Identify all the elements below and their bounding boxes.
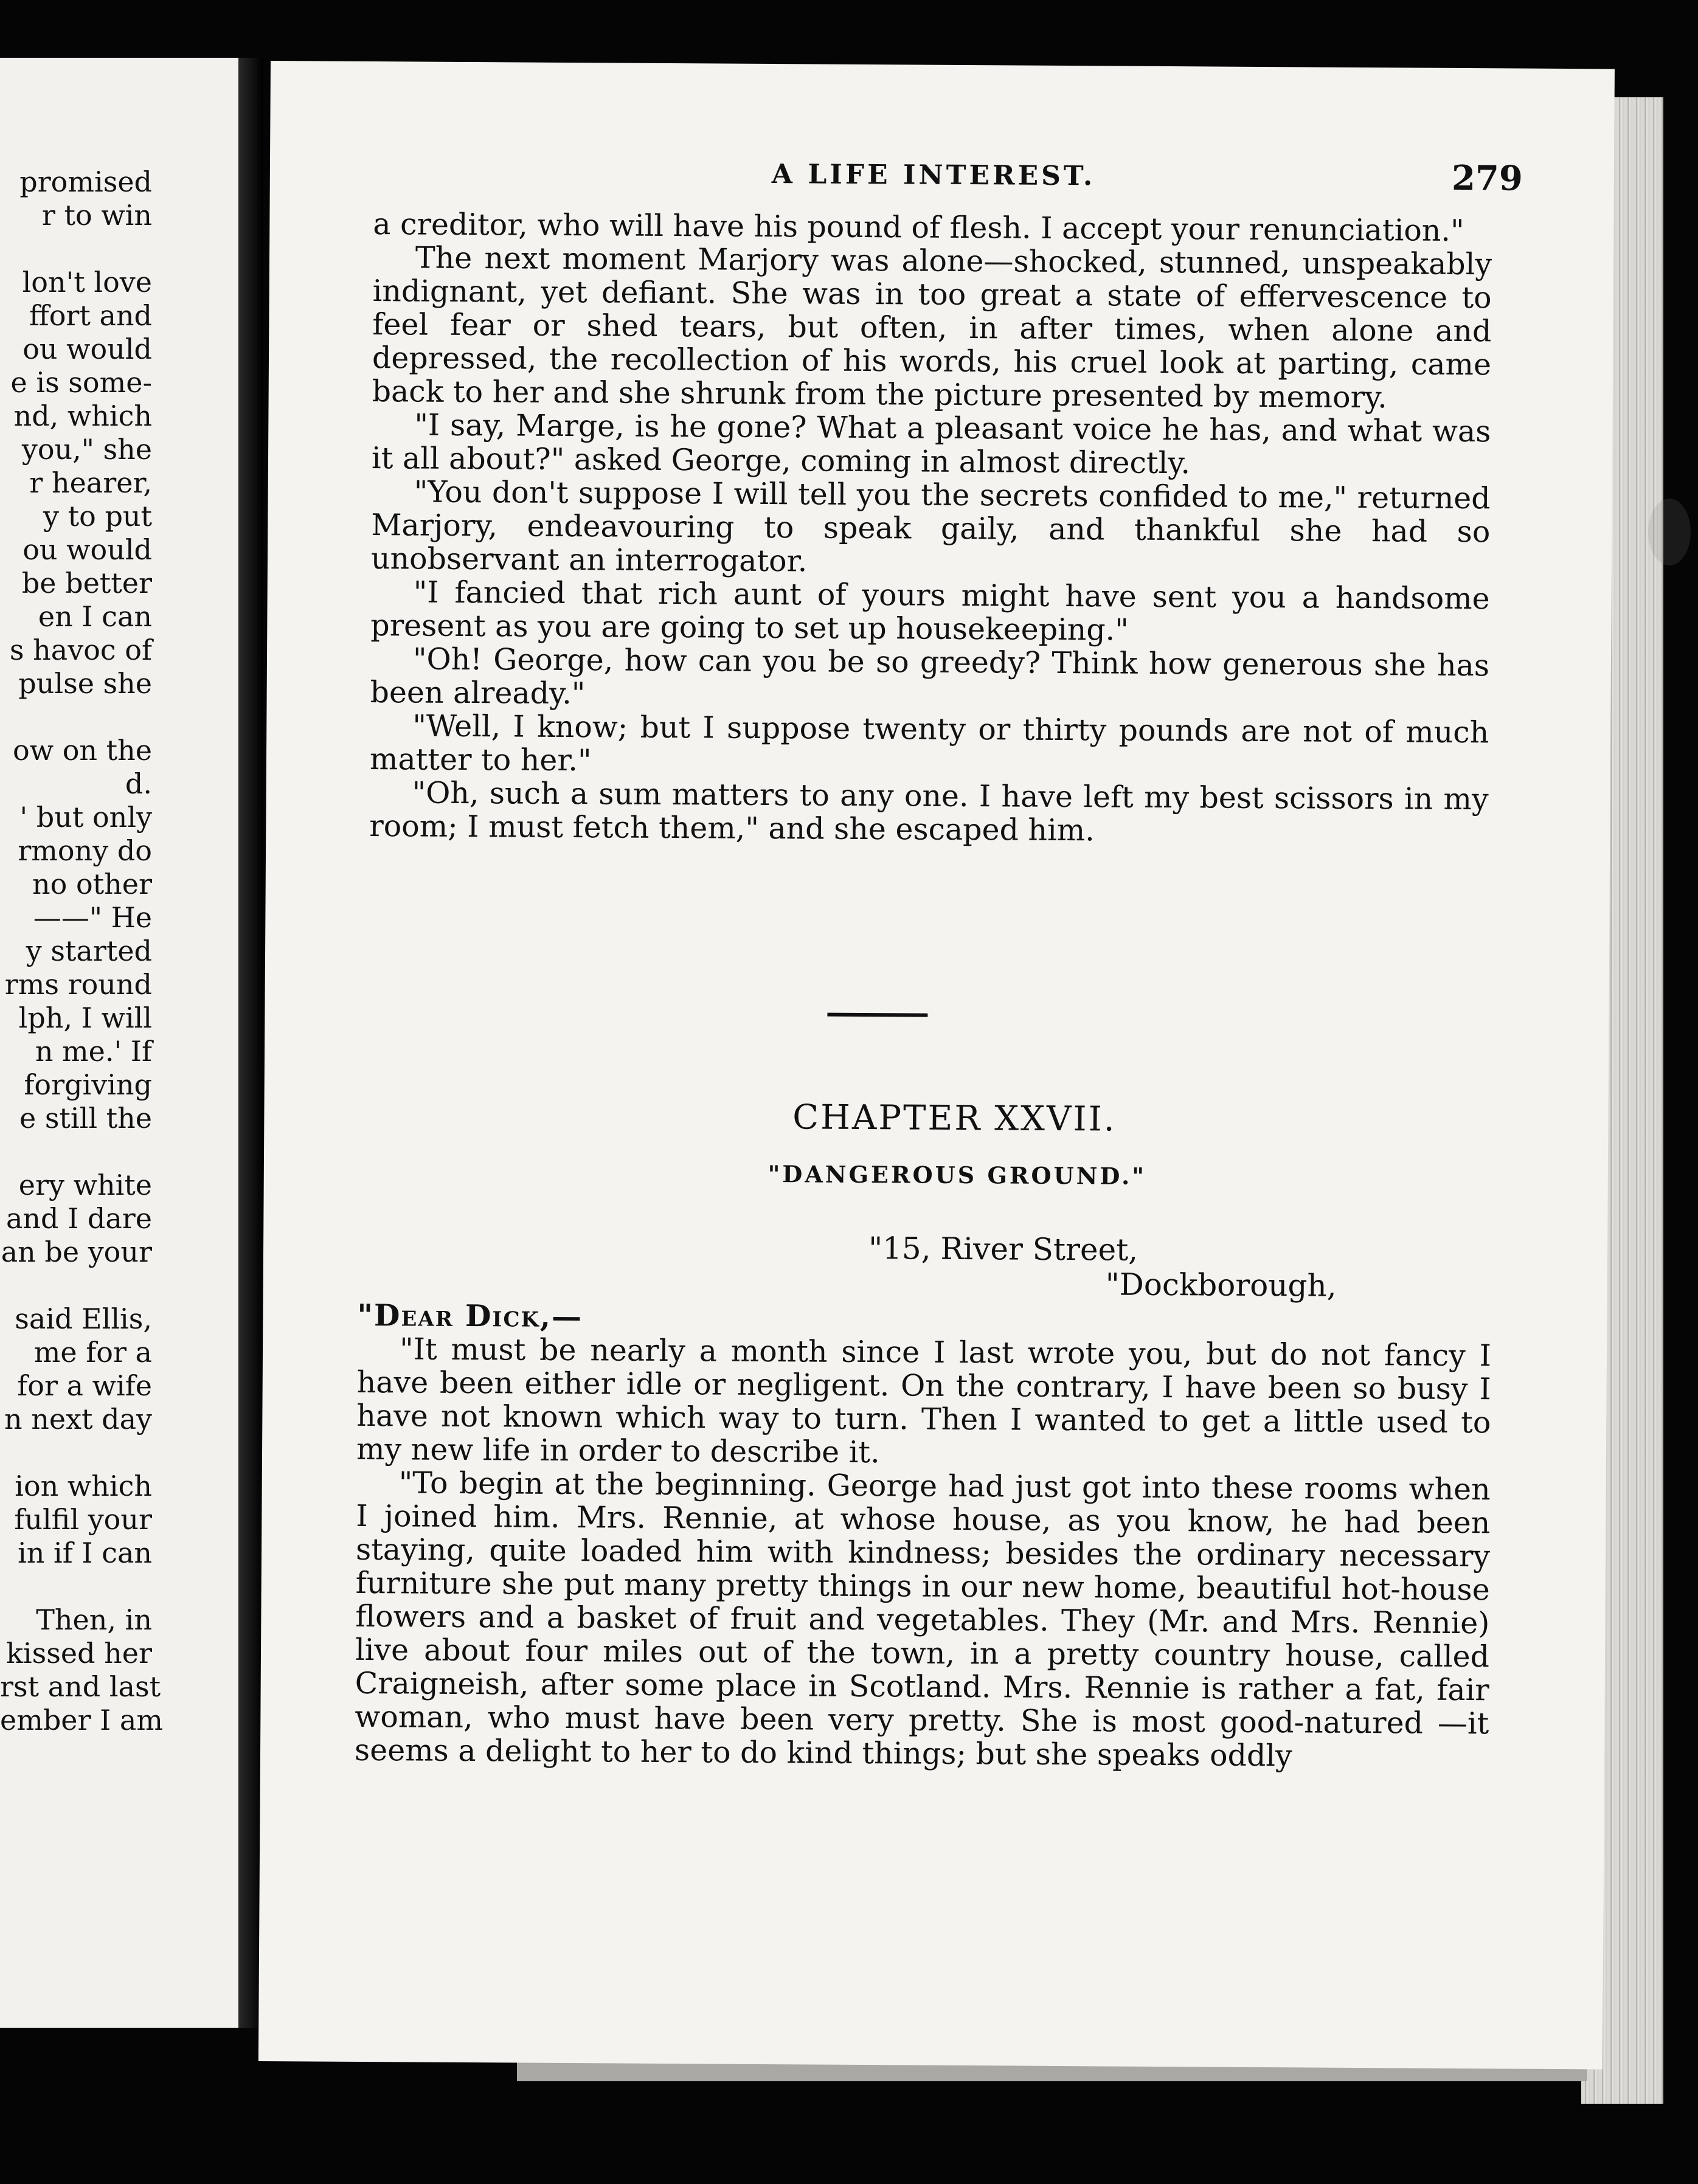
- left-page-line: rms round: [4, 968, 152, 1001]
- left-page-line: [0, 1570, 238, 1603]
- paragraph: "You don't suppose I will tell you the secrets confided to me," returned Marjory, endeavouring to speak gaily, and thankful she had so unobservant an interrogator.: [370, 474, 1491, 579]
- left-page-line: y started: [26, 935, 152, 967]
- left-page-line: be better: [21, 567, 152, 600]
- left-page-line: [0, 1269, 238, 1302]
- left-page-line: en I can: [38, 600, 152, 633]
- left-page-line: ery white: [18, 1169, 152, 1201]
- left-page-line: ow on the: [13, 734, 152, 767]
- paragraph: "I say, Marge, is he gone? What a pleasant voice he has, and what was it all about?" asked George, coming in almost directly.: [371, 407, 1491, 481]
- running-head: A LIFE INTEREST.: [771, 159, 1096, 192]
- body-text: [369, 207, 1492, 849]
- page-header: [270, 151, 1614, 207]
- page-number: 279: [1451, 157, 1523, 199]
- left-page-line: ——" He: [33, 901, 152, 934]
- left-page-line: nd, which: [13, 399, 152, 432]
- paragraph: The next moment Marjory was alone—shocked, stunned, unspeakably indignant, yet defiant. She was in too great a state of effervescence to feel fear or shed tears, but often, in after times, when alone and depressed, the recollection of his words, his cruel look at parting, came back to her and she shrunk from the picture presented by memory.: [372, 240, 1492, 415]
- left-page-line: d.: [125, 767, 152, 800]
- left-page-line: in if I can: [18, 1536, 152, 1569]
- chapter-subtitle: "DANGEROUS GROUND.": [768, 1160, 1147, 1190]
- left-page-line: ember I am: [0, 1704, 163, 1736]
- left-page-line: [0, 1436, 238, 1470]
- section-divider: [827, 1013, 927, 1017]
- letter-body: [355, 1299, 1492, 1774]
- scan-smudge: [1648, 499, 1691, 565]
- left-page-line: no other: [32, 868, 152, 900]
- paragraph: "Oh, such a sum matters to any one. I have left my best scissors in my room; I must fetch them," and she escaped him.: [369, 775, 1489, 848]
- left-page-line: rmony do: [18, 834, 152, 867]
- left-page-line: [0, 700, 238, 734]
- gutter-shadow: [238, 58, 263, 2028]
- left-page-line: ' but only: [19, 801, 152, 834]
- paragraph: "I fancied that rich aunt of yours might have sent you a handsome present as you are going to set up housekeeping.": [370, 575, 1490, 648]
- paragraph: a creditor, who will have his pound of flesh. I accept your renunciation.": [373, 207, 1464, 248]
- left-page-line: you," she: [21, 433, 152, 466]
- left-page-line: for a wife: [17, 1369, 152, 1402]
- left-page-line: e is some-: [10, 366, 152, 399]
- left-page-line: me for a: [33, 1336, 152, 1369]
- left-page-line: s havoc of: [9, 634, 152, 666]
- left-page-line: r to win: [41, 199, 152, 232]
- left-page-line: ion which: [15, 1470, 152, 1502]
- left-page-line: and I dare: [6, 1202, 152, 1235]
- left-page-line: fulfil your: [14, 1503, 152, 1536]
- left-page-line: r hearer,: [29, 466, 152, 499]
- left-page-line: promised: [19, 165, 152, 198]
- letter-address-line-1: "15, River Street,: [868, 1231, 1138, 1268]
- left-page-line: [0, 1135, 238, 1169]
- left-page-line: y to put: [43, 500, 152, 533]
- left-page-line: lon't love: [22, 266, 152, 299]
- left-page-line: forgiving: [24, 1068, 152, 1101]
- left-page-text: [0, 165, 238, 1737]
- left-page-line: [0, 232, 238, 266]
- left-page-line: n me.' If: [35, 1035, 152, 1068]
- chapter-title: CHAPTER XXVII.: [792, 1097, 1117, 1139]
- letter-paragraph: "It must be nearly a month since I last wrote you, but do not fancy I have been either idle or negligent. On the contrary, I have been so busy I have not known which way to turn. Then I wanted to get a little used to my new life in order to describe it.: [356, 1332, 1492, 1470]
- left-page-line: ou would: [23, 333, 152, 365]
- right-page: [258, 61, 1615, 2069]
- left-page-line: ou would: [23, 533, 152, 566]
- paragraph: "Well, I know; but I suppose twenty or thirty pounds are not of much matter to her.": [369, 708, 1489, 778]
- letter-address-line-2: "Dockborough,: [1105, 1267, 1337, 1304]
- letter-paragraph: "To begin at the beginning. George had just got into these rooms when I joined him. Mrs. Rennie, at whose house, as you know, he had been staying, quite loaded him with kindness; besides the ordinary necessary furniture she put many pretty things in our new home, beautiful hot-house flowers and a basket of fruit and vegetables. They (Mr. and Mrs. Rennie) live about four miles out of the town, in a pretty country house, called Craigneish, after some place in Scotland. Mrs. Rennie is rather a fat, fair woman, who must have been very pretty. She is most good-natured —it seems a delight to her to do kind things; but she speaks oddly: [354, 1465, 1491, 1774]
- left-page-line: lph, I will: [18, 1001, 152, 1034]
- left-page-line: e still the: [19, 1102, 152, 1135]
- left-page-line: said Ellis,: [15, 1302, 152, 1335]
- left-page-line: an be your: [1, 1235, 152, 1268]
- left-page-line: pulse she: [18, 667, 152, 700]
- left-page-line: kissed her: [6, 1637, 152, 1670]
- letter-salutation: "Dear Dick,—: [357, 1297, 583, 1335]
- left-page-line: n next day: [4, 1403, 152, 1436]
- left-page-line: rst and last: [0, 1670, 161, 1703]
- left-page-line: Then, in: [36, 1603, 152, 1636]
- left-page-line: ffort and: [29, 299, 152, 332]
- paragraph: "Oh! George, how can you be so greedy? Think how generous she has been already.": [370, 641, 1490, 711]
